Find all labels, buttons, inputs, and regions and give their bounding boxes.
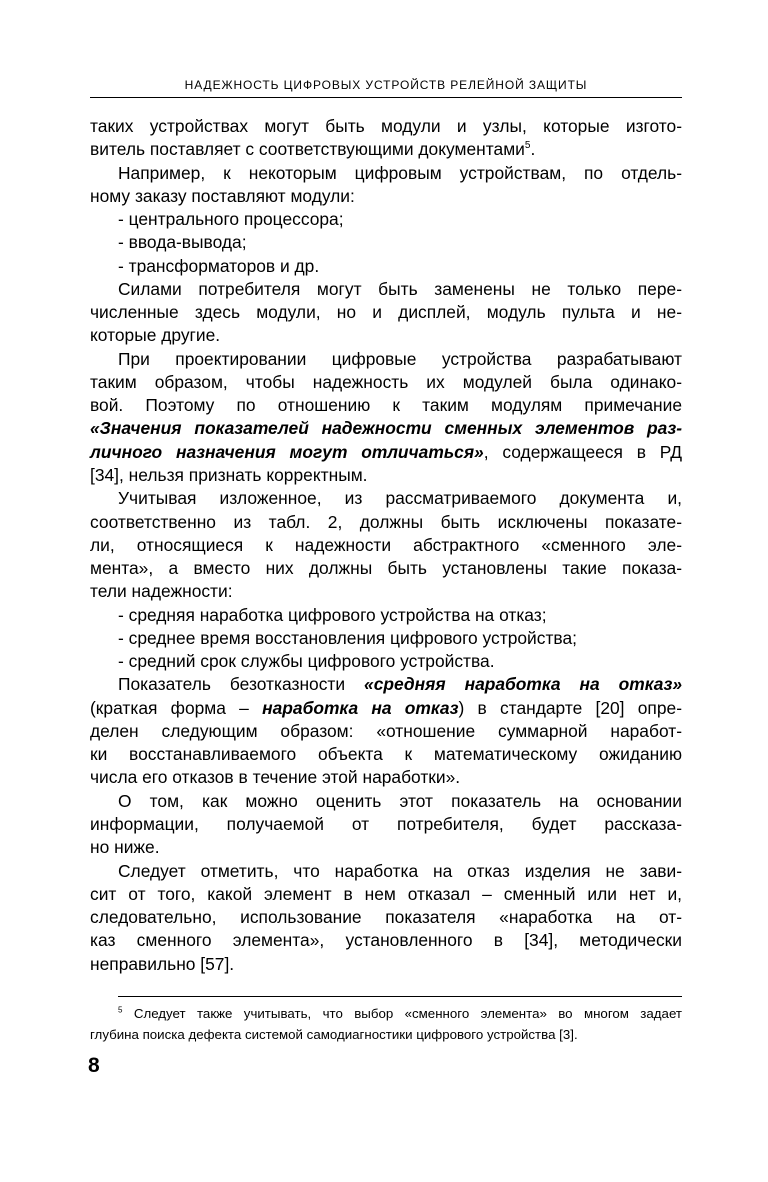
footnote-line: глубина поиска дефекта системой самодиагностики цифрового устройства [3]. (90, 1027, 578, 1042)
text-line: информации, получаемой от потребителя, будет рассказа- (90, 813, 682, 834)
text-line: неправильно [57]. (90, 953, 235, 974)
text-segment: Показатель безотказности (118, 674, 365, 695)
running-header: НАДЕЖНОСТЬ ЦИФРОВЫХ УСТРОЙСТВ РЕЛЕЙНОЙ ЗАЩИТЫ (184, 78, 588, 92)
footnote (90, 1003, 682, 1045)
text-segment: (краткая форма – (90, 697, 263, 718)
text-line: таких устройствах могут быть модули и узлы, которые изгото- (90, 116, 682, 136)
list-item: - центрального процессора; (118, 209, 344, 230)
list-item: - средний срок службы цифрового устройства. (118, 651, 495, 672)
text-line: численные здесь модули, но и дисплей, модуль пульта и не- (90, 302, 682, 323)
paragraph-first-line: Следует отметить, что наработка на отказ изделия не зави- (118, 860, 682, 881)
text-line: [34], нельзя признать корректным. (90, 464, 368, 485)
text-segment: витель поставляет с соответствующими документами (90, 139, 525, 160)
footnote-reference[interactable]: 5 (524, 140, 531, 152)
text-line: делен следующим образом: «отношение суммарной наработ- (90, 720, 682, 741)
text-line: вой. Поэтому по отношению к таким модулям примечание (90, 395, 682, 416)
text-line (90, 441, 682, 464)
emphasized-quote-line: «Значения показателей надежности сменных элементов раз- (90, 418, 682, 439)
list-item: - ввода-вывода; (118, 232, 247, 253)
text-segment: ) в стандарте [20] опре- (458, 697, 682, 718)
list-item: - среднее время восстановления цифрового устройства; (118, 627, 577, 648)
emphasized-term: наработка на отказ (262, 697, 459, 718)
paragraph-first-line: Учитывая изложенное, из рассматриваемого документа и, (118, 488, 682, 509)
footnote-divider (118, 996, 682, 997)
text-segment: , содержащееся в РД (483, 441, 682, 462)
list-item: - средняя наработка цифрового устройства на отказ; (118, 604, 547, 625)
text-line: числа его отказов в течение этой наработки». (90, 767, 461, 788)
text-line: следовательно, использование показателя «наработка на от- (90, 907, 682, 928)
text-segment: . (530, 139, 536, 160)
paragraph-first-line: Например, к некоторым цифровым устройствам, по отдель- (118, 162, 682, 183)
text-line: но ниже. (90, 837, 160, 858)
emphasized-quote: личного назначения могут отличаться» (90, 441, 484, 462)
footnote-line (90, 1003, 682, 1024)
text-line: таким образом, чтобы надежность их модулей была одинако- (90, 371, 682, 392)
text-line: ки восстанавливаемого объекта к математическому ожиданию (90, 744, 682, 765)
text-line (90, 697, 682, 720)
main-text (90, 115, 682, 976)
page-number: 8 (88, 1054, 100, 1077)
text-line: сит от того, какой элемент в нем отказал – сменный или нет и, (90, 883, 682, 904)
paragraph-first-line: Силами потребителя могут быть заменены не только пере- (118, 278, 682, 299)
text-line: которые другие. (90, 325, 221, 346)
text-line (90, 138, 682, 161)
text-line: каз сменного элемента», установленного в [34], методически (90, 930, 682, 951)
footnote-text: Следует также учитывать, что выбор «сменного элемента» во многом задает (122, 1006, 682, 1021)
emphasized-term: «средняя наработка на отказ» (364, 674, 682, 695)
text-line: тели надежности: (90, 581, 233, 602)
text-line: ному заказу поставляют модули: (90, 185, 355, 206)
list-item: - трансформаторов и др. (118, 255, 320, 276)
text-line: ли, относящиеся к надежности абстрактного «сменного эле- (90, 534, 682, 555)
footnote-marker: 5 (118, 1005, 123, 1015)
paragraph-first-line: При проектировании цифровые устройства разрабатывают (118, 348, 682, 369)
text-line: мента», а вместо них должны быть установлены такие показа- (90, 558, 682, 579)
text-line: соответственно из табл. 2, должны быть исключены показате- (90, 511, 682, 532)
paragraph-first-line: О том, как можно оценить этот показатель на основании (118, 790, 682, 811)
header-divider (90, 97, 682, 98)
paragraph-first-line (90, 673, 682, 696)
